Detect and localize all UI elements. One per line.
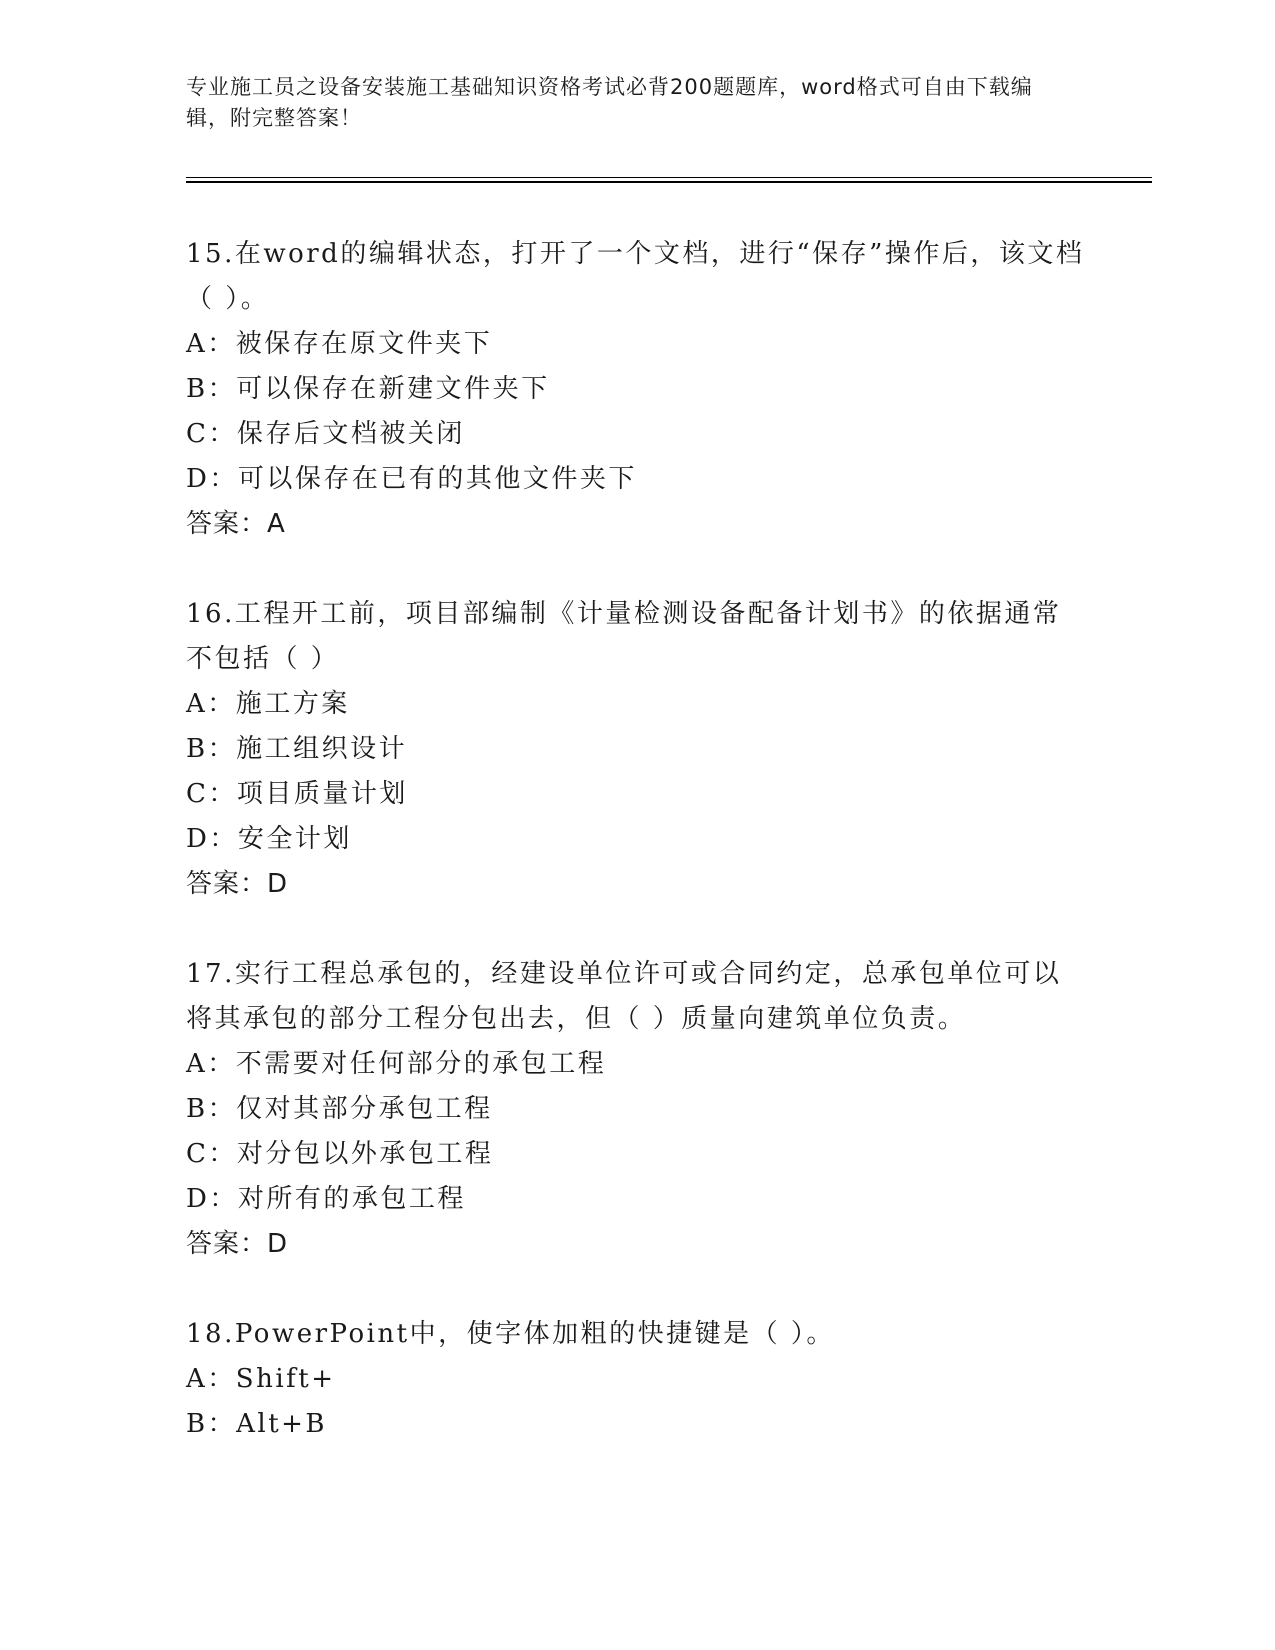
option-c: C：项目质量计划: [186, 779, 408, 809]
question-stem: 17.实行工程总承包的，经建设单位许可或合同约定，总承包单位可以将其承包的部分工程分包出去，但（ ）质量向建筑单位负责。: [186, 959, 1062, 1034]
option-d: D：可以保存在已有的其他文件夹下: [186, 464, 637, 494]
document-header: 专业施工员之设备安装施工基础知识资格考试必背200题题库，word格式可自由下载编辑，附完整答案！: [186, 75, 1033, 130]
option-b: B：可以保存在新建文件夹下: [186, 374, 550, 404]
question-stem: 15.在word的编辑状态，打开了一个文档，进行“保存”操作后，该文档（ ）。: [186, 239, 1085, 314]
option-c: C：对分包以外承包工程: [186, 1139, 494, 1169]
option-a: A：不需要对任何部分的承包工程: [186, 1049, 607, 1079]
option-a: A：Shift+: [186, 1364, 336, 1394]
option-a: A：施工方案: [186, 689, 350, 719]
option-b: B：施工组织设计: [186, 734, 408, 764]
answer-label: 答案：D: [186, 1229, 289, 1259]
option-a: A：被保存在原文件夹下: [186, 329, 493, 359]
option-b: B：Alt+B: [186, 1409, 328, 1439]
question-16: [186, 592, 1086, 907]
answer-label: 答案：A: [186, 509, 286, 539]
option-c: C：保存后文档被关闭: [186, 419, 465, 449]
question-stem: 18.PowerPoint中，使字体加粗的快捷键是（ ）。: [186, 1319, 835, 1349]
question-18: [186, 1312, 1086, 1447]
question-list: [186, 232, 1086, 1492]
question-stem: 16.工程开工前，项目部编制《计量检测设备配备计划书》的依据通常不包括（ ）: [186, 599, 1062, 674]
answer-label: 答案：D: [186, 869, 289, 899]
option-b: B：仅对其部分承包工程: [186, 1094, 493, 1124]
option-d: D：对所有的承包工程: [186, 1184, 466, 1214]
option-d: D：安全计划: [186, 824, 352, 854]
header-divider-thick: [186, 181, 1152, 183]
question-17: [186, 952, 1086, 1267]
question-15: [186, 232, 1086, 547]
header-divider-thin: [186, 177, 1152, 178]
